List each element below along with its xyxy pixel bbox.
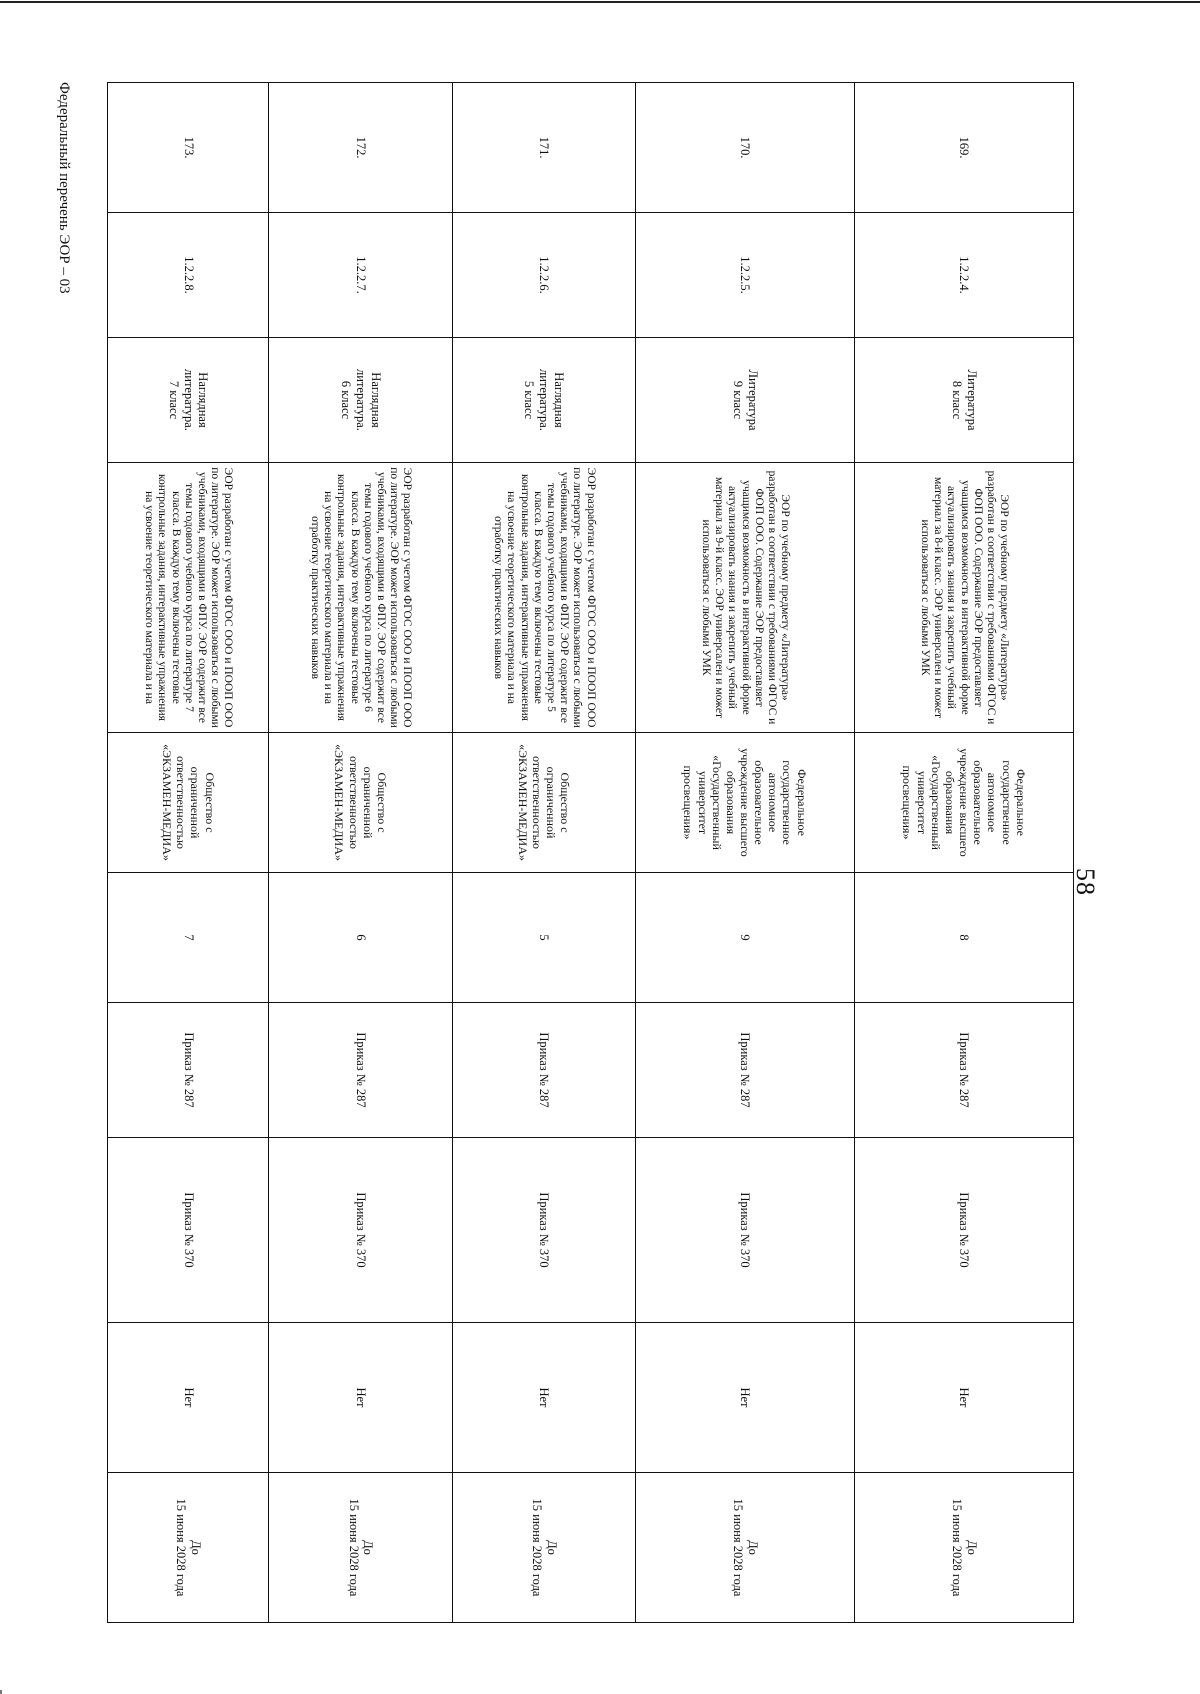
order-370-cell: Приказ № 370 xyxy=(854,1138,1073,1323)
row-code-cell: 1.2.2.6. xyxy=(452,213,635,338)
table-row xyxy=(108,83,269,1623)
resource-title-cell: Наглядная литература. 5 класс xyxy=(452,338,635,463)
deadline-cell: До 15 июня 2028 года xyxy=(854,1473,1073,1623)
grade-cell: 7 xyxy=(108,873,269,1003)
row-code-cell: 1.2.2.4. xyxy=(854,213,1073,338)
description-cell: ЭОР по учебному предмету «Литература» разработан в соответствии с требованиями ФГОС и ФОП ООО. Содержание ЭОР предоставляет учащимся возможность в интерактивной форме актуализировать знания и закрепить учебный материал за 9-й класс. ЭОР универсален и может использоваться с любыми УМК xyxy=(635,463,854,733)
eor-table xyxy=(107,82,1074,1623)
order-370-cell: Приказ № 370 xyxy=(452,1138,635,1323)
description-cell: ЭОР по учебному предмету «Литература» разработан в соответствии с требованиями ФГОС и ФОП ООО. Содержание ЭОР предоставляет учащимся возможность в интерактивной форме актуализировать знания и закрепить учебный материал за 8-й класс. ЭОР универсален и может использоваться с любыми УМК xyxy=(854,463,1073,733)
order-370-cell: Приказ № 370 xyxy=(635,1138,854,1323)
developer-cell: Общество с ограниченной ответственностью «ЭКЗАМЕН-МЕДИА» xyxy=(452,733,635,873)
row-code-cell: 1.2.2.7. xyxy=(269,213,452,338)
row-number-cell: 172. xyxy=(269,83,452,213)
flag-cell: Нет xyxy=(108,1323,269,1473)
footer-text: Федеральный перечень ЭОР – 03 xyxy=(56,82,72,294)
deadline-cell: До 15 июня 2028 года xyxy=(108,1473,269,1623)
description-cell: ЭОР разработан с учетом ФГОС ООО и ПООП ООО по литературе. ЭОР может использоваться с любыми учебниками, входящими в ФПУ. ЭОР содержит все темы годового учебного курса по литературе 5 класса. В каждую тему включены тестовые контрольные задания, интерактивные упражнения на усвоение теоретического материала и на отработку практических навыков xyxy=(452,463,635,733)
grade-cell: 8 xyxy=(854,873,1073,1003)
grade-cell: 9 xyxy=(635,873,854,1003)
order-370-cell: Приказ № 370 xyxy=(269,1138,452,1323)
deadline-cell: До 15 июня 2028 года xyxy=(635,1473,854,1623)
eor-table-rotated xyxy=(107,82,1074,1622)
description-cell: ЭОР разработан с учетом ФГОС ООО и ПООП ООО по литературе. ЭОР может использоваться с любыми учебниками, входящими в ФПУ. ЭОР содержит все темы годового учебного курса по литературе 7 класса. В каждую тему включены тестовые контрольные задания, интерактивные упражнения на усвоение теоретического материала и на xyxy=(108,463,269,733)
table-row xyxy=(452,83,635,1623)
order-287-cell: Приказ № 287 xyxy=(635,1003,854,1138)
row-code-cell: 1.2.2.8. xyxy=(108,213,269,338)
deadline-cell: До 15 июня 2028 года xyxy=(269,1473,452,1623)
order-287-cell: Приказ № 287 xyxy=(269,1003,452,1138)
resource-title-cell: Наглядная литература. 6 класс xyxy=(269,338,452,463)
resource-title-cell: Литература 9 класс xyxy=(635,338,854,463)
description-cell: ЭОР разработан с учетом ФГОС ООО и ПООП ООО по литературе. ЭОР может использоваться с любыми учебниками, входящими в ФПУ. ЭОР содержит все темы годового учебного курса по литературе 6 класса. В каждую тему включены тестовые контрольные задания, интерактивные упражнения на усвоение теоретического материала и на отработку практических навыков xyxy=(269,463,452,733)
flag-cell: Нет xyxy=(452,1323,635,1473)
flag-cell: Нет xyxy=(635,1323,854,1473)
order-370-cell: Приказ № 370 xyxy=(108,1138,269,1323)
grade-cell: 5 xyxy=(452,873,635,1003)
table-row xyxy=(854,83,1073,1623)
order-287-cell: Приказ № 287 xyxy=(854,1003,1073,1138)
developer-cell: Федеральное государственное автономное образовательное учреждение высшего образования «Государственный университет просвещения» xyxy=(635,733,854,873)
row-number-cell: 171. xyxy=(452,83,635,213)
table-row xyxy=(269,83,452,1623)
flag-cell: Нет xyxy=(854,1323,1073,1473)
order-287-cell: Приказ № 287 xyxy=(108,1003,269,1138)
developer-cell: Общество с ограниченной ответственностью «ЭКЗАМЕН-МЕДИА» xyxy=(108,733,269,873)
table-row xyxy=(635,83,854,1623)
order-287-cell: Приказ № 287 xyxy=(452,1003,635,1138)
scan-top-edge xyxy=(0,1,1200,3)
flag-cell: Нет xyxy=(269,1323,452,1473)
row-number-cell: 170. xyxy=(635,83,854,213)
resource-title-cell: Наглядная литература. 7 класс xyxy=(108,338,269,463)
developer-cell: Общество с ограниченной ответственностью «ЭКЗАМЕН-МЕДИА» xyxy=(269,733,452,873)
deadline-cell: До 15 июня 2028 года xyxy=(452,1473,635,1623)
resource-title-cell: Литература 8 класс xyxy=(854,338,1073,463)
scan-edge-mark xyxy=(0,1690,2,1694)
row-number-cell: 173. xyxy=(108,83,269,213)
row-code-cell: 1.2.2.5. xyxy=(635,213,854,338)
page-number: 58 xyxy=(1071,868,1100,896)
developer-cell: Федеральное государственное автономное образовательное учреждение высшего образования «Государственный университет просвещения» xyxy=(854,733,1073,873)
row-number-cell: 169. xyxy=(854,83,1073,213)
grade-cell: 6 xyxy=(269,873,452,1003)
